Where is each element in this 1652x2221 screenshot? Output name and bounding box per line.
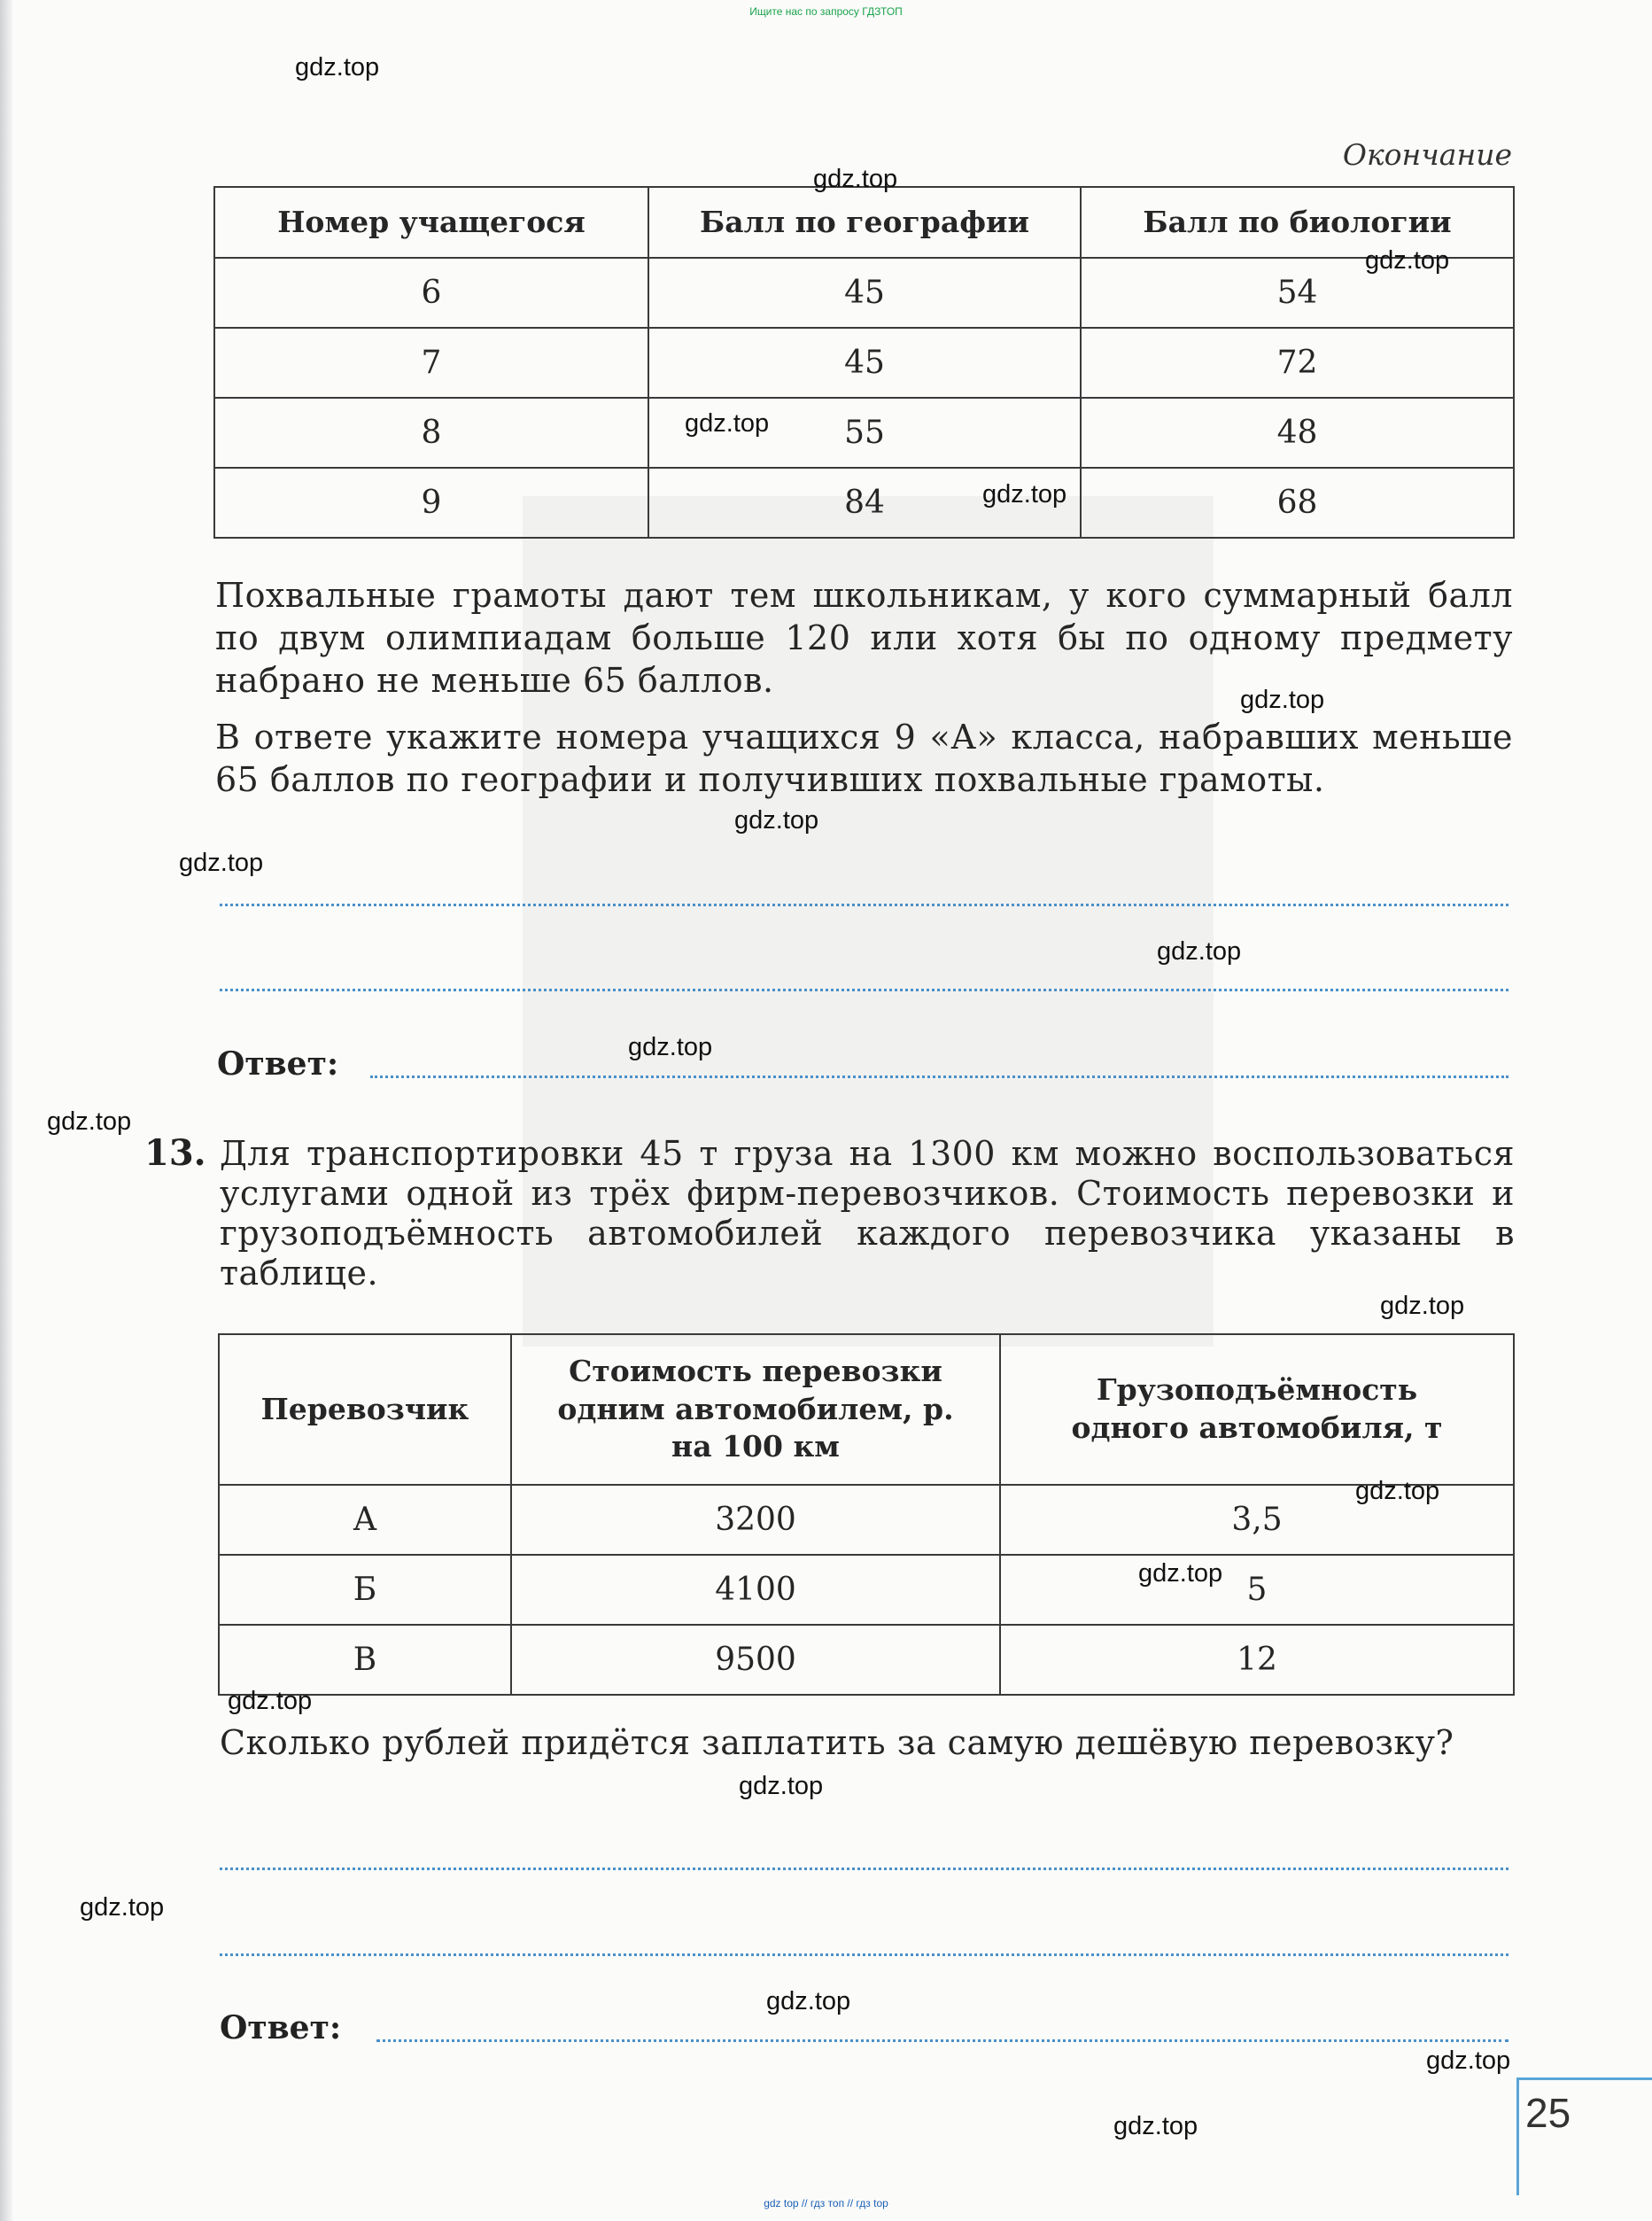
paragraph-certificates: Похвальные грамоты дают тем школьникам, у кого суммарный балл по двум олимпиадам больше 120 или хотя бы по одному предмету набрано не меньше 65 баллов.	[215, 576, 1513, 700]
watermark-text: gdz.top	[982, 480, 1067, 509]
bottom-note: gdz top // гдз топ // гдз top	[764, 2197, 888, 2209]
watermark-text: gdz.top	[1426, 2046, 1511, 2075]
capacity-cell: 3,5	[1000, 1485, 1514, 1555]
watermark-text: gdz.top	[1113, 2112, 1198, 2140]
biology-score-cell: 72	[1081, 328, 1514, 398]
table-row	[214, 398, 1514, 468]
answer-line[interactable]	[220, 904, 1509, 906]
table-header-row	[214, 187, 1514, 258]
answer-line[interactable]	[220, 989, 1509, 991]
watermark-text: gdz.top	[1365, 246, 1450, 275]
geography-score-cell: 45	[648, 328, 1081, 398]
cost-cell: 9500	[511, 1625, 1000, 1695]
page-number: 25	[1525, 2090, 1571, 2136]
carriers-table	[218, 1333, 1515, 1696]
task-question: Сколько рублей придётся заплатить за самую дешёвую перевозку?	[220, 1723, 1454, 1762]
watermark-text: gdz.top	[739, 1772, 824, 1800]
column-header: Стоимость перевозки одним автомобилем, р. на 100 км	[511, 1334, 1000, 1485]
task-text: Для транспортировки 45 т груза на 1300 км можно воспользоваться услугами одной из трёх фирм-перевозчиков. Стоимость перевозки и грузоподъёмность автомобилей каждого перевозчика указаны в таблице.	[220, 1134, 1515, 1293]
carrier-cell: А	[219, 1485, 511, 1555]
carrier-cell: В	[219, 1625, 511, 1695]
table-row	[219, 1555, 1514, 1625]
capacity-cell: 5	[1000, 1555, 1514, 1625]
watermark-text: gdz.top	[813, 165, 898, 193]
top-note: Ищите нас по запросу ГДЗТОП	[749, 5, 903, 18]
cost-cell: 4100	[511, 1555, 1000, 1625]
watermark-text: gdz.top	[47, 1107, 132, 1136]
column-header: Балл по географии	[648, 187, 1081, 258]
geography-score-cell: 55	[648, 398, 1081, 468]
watermark-text: gdz.top	[228, 1687, 313, 1715]
student-number-cell: 8	[214, 398, 648, 468]
answer-field[interactable]	[376, 2039, 1509, 2042]
table-row	[214, 328, 1514, 398]
student-number-cell: 7	[214, 328, 648, 398]
watermark-text: gdz.top	[1380, 1292, 1465, 1320]
column-header: Перевозчик	[219, 1334, 511, 1485]
watermark-text: gdz.top	[766, 1987, 851, 2015]
watermark-text: gdz.top	[295, 53, 380, 82]
task-number: 13.	[144, 1132, 206, 1174]
watermark-text: gdz.top	[628, 1033, 713, 1061]
answer-line[interactable]	[220, 1868, 1509, 1870]
answer-label: Ответ:	[220, 2009, 342, 2046]
biology-score-cell: 68	[1081, 468, 1514, 538]
answer-label: Ответ:	[217, 1045, 339, 1083]
watermark-text: gdz.top	[1355, 1477, 1440, 1505]
page-fold-shadow	[0, 0, 12, 2221]
column-header: Грузоподъёмность одного автомобиля, т	[1000, 1334, 1514, 1485]
watermark-text: gdz.top	[80, 1893, 165, 1922]
scores-table	[213, 186, 1515, 539]
watermark-text: gdz.top	[1240, 686, 1325, 714]
cost-cell: 3200	[511, 1485, 1000, 1555]
geography-score-cell: 45	[648, 258, 1081, 328]
watermark-text: gdz.top	[1138, 1559, 1223, 1588]
capacity-cell: 12	[1000, 1625, 1514, 1695]
table-row	[214, 468, 1514, 538]
watermark-text: gdz.top	[1157, 937, 1242, 966]
student-number-cell: 6	[214, 258, 648, 328]
paragraph-question: В ответе укажите номера учащихся 9 «А» класса, набравших меньше 65 баллов по географии и получивших похвальные грамоты.	[215, 718, 1513, 799]
table-row	[214, 258, 1514, 328]
table-header-row	[219, 1334, 1514, 1485]
student-number-cell: 9	[214, 468, 648, 538]
answer-line[interactable]	[220, 1953, 1509, 1956]
column-header: Номер учащегося	[214, 187, 648, 258]
answer-field[interactable]	[370, 1076, 1509, 1078]
watermark-text: gdz.top	[734, 806, 819, 835]
table-row	[219, 1625, 1514, 1695]
carrier-cell: Б	[219, 1555, 511, 1625]
geography-score-cell: 84	[648, 468, 1081, 538]
watermark-text: gdz.top	[179, 849, 264, 877]
biology-score-cell: 48	[1081, 398, 1514, 468]
watermark-text: gdz.top	[685, 409, 770, 438]
ending-label: Окончание	[1342, 137, 1512, 172]
column-header: Балл по биологии	[1081, 187, 1514, 258]
table-row	[219, 1485, 1514, 1555]
biology-score-cell: 54	[1081, 258, 1514, 328]
